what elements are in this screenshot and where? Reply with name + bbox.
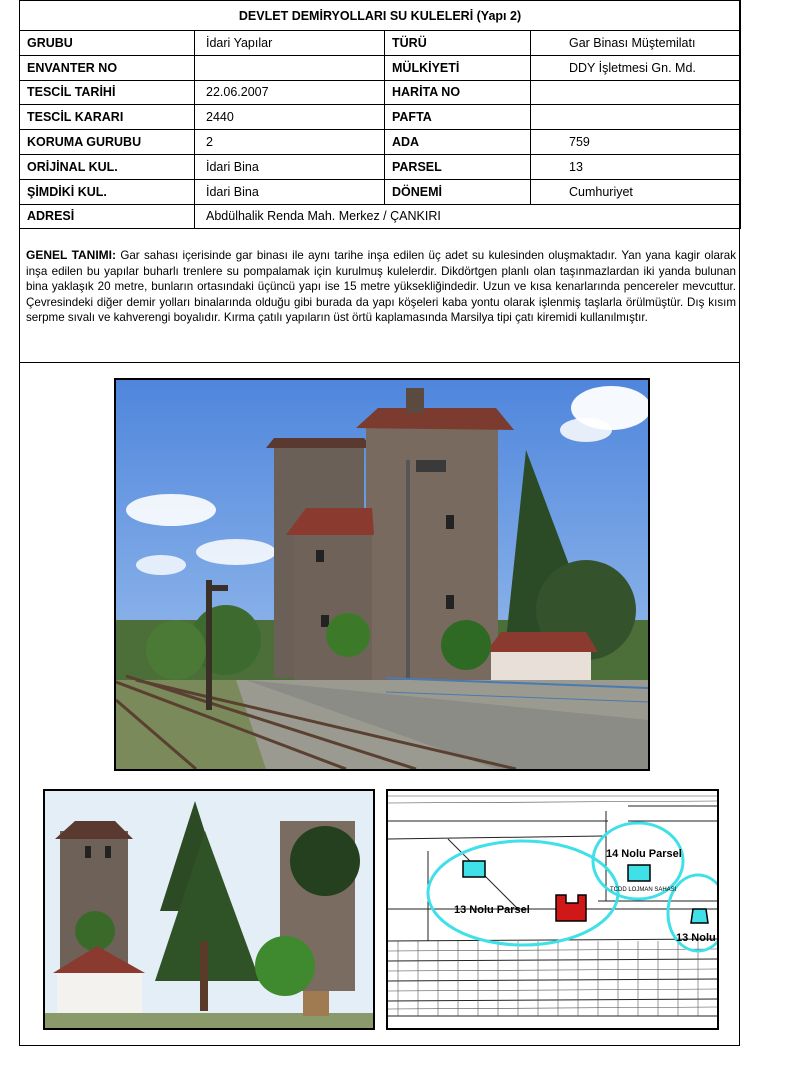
label-pafta: PAFTA — [385, 105, 531, 130]
label-tescil-tarihi: TESCİL TARİHİ — [20, 80, 195, 105]
label-orijinal-kul: ORİJİNAL KUL. — [20, 154, 195, 179]
table-row — [20, 31, 741, 56]
value-pafta — [531, 105, 741, 130]
value-tescil-karari: 2440 — [195, 105, 385, 130]
value-turu: Gar Binası Müştemilatı — [531, 31, 741, 56]
value-harita-no — [531, 80, 741, 105]
value-donemi: Cumhuriyet — [531, 179, 741, 204]
table-row — [20, 105, 741, 130]
table-row — [20, 154, 741, 179]
label-ada: ADA — [385, 130, 531, 155]
description-label: GENEL TANIMI: — [26, 248, 116, 262]
label-adresi: ADRESİ — [20, 204, 195, 229]
label-donemi: DÖNEMİ — [385, 179, 531, 204]
water-towers-photo — [114, 378, 650, 771]
label-envanter-no: ENVANTER NO — [20, 55, 195, 80]
value-mulkiyeti: DDY İşletmesi Gn. Md. — [531, 55, 741, 80]
value-koruma-gurubu: 2 — [195, 130, 385, 155]
page-title: DEVLET DEMİRYOLLARI SU KULELERİ (Yapı 2) — [20, 1, 741, 31]
table-row — [20, 55, 741, 80]
label-koruma-gurubu: KORUMA GURUBU — [20, 130, 195, 155]
description-text: Gar sahası içerisinde gar binası ile aynı tarihe inşa edilen üç adet su kulesinden oluşmaktadır. Yan yana kagir olarak inşa edilen bu yapılar buharlı trenlere su pompalamak için kurulmuş kulelerdir. Dikdörtgen planlı olan taşınmazlardan iki yanda bulunan bina yaklaşık 20 metre, bunların ortasındaki üçüncü yapı ise 15 metre yüksekliğindedir. Uzun ve kısa kenarlarında pencereler mevcuttur. Çevresindeki diğer demir yolları binalarında olduğu gibi burada da yapı köşeleri kaba yontu olarak işlenmiş taşlarla örülmüştür. Dış kısım serpme sıvalı ve kahverengi boyalıdır. Kırma çatılı yapıların üst örtü kaplamasında Marsilya tipi çatı kiremidi kullanılmıştır. — [26, 249, 737, 325]
label-harita-no: HARİTA NO — [385, 80, 531, 105]
value-adresi: Abdülhalik Renda Mah. Merkez / ÇANKIRI — [195, 204, 741, 229]
info-table — [19, 0, 741, 229]
table-row — [20, 179, 741, 204]
map-label-13-nolu: 13 Nolu — [676, 932, 716, 944]
map-label-street: TCDD LOJMAN SAHASI — [610, 887, 677, 893]
value-simdiki-kul: İdari Bina — [195, 179, 385, 204]
section-divider — [19, 362, 740, 363]
table-row — [20, 130, 741, 155]
map-label-14-nolu-parsel: 14 Nolu Parsel — [606, 848, 682, 860]
label-tescil-karari: TESCİL KARARI — [20, 105, 195, 130]
value-orijinal-kul: İdari Bina — [195, 154, 385, 179]
value-ada: 759 — [531, 130, 741, 155]
label-turu: TÜRÜ — [385, 31, 531, 56]
map-label-13-nolu-parsel: 13 Nolu Parsel — [454, 904, 530, 916]
tower-garden-photo — [43, 789, 375, 1030]
label-mulkiyeti: MÜLKİYETİ — [385, 55, 531, 80]
value-envanter-no — [195, 55, 385, 80]
value-grubu: İdari Yapılar — [195, 31, 385, 56]
table-row — [20, 204, 741, 229]
parcel-map — [386, 789, 719, 1030]
table-row — [20, 80, 741, 105]
general-description — [26, 248, 736, 326]
label-grubu: GRUBU — [20, 31, 195, 56]
label-parsel: PARSEL — [385, 154, 531, 179]
label-simdiki-kul: ŞİMDİKİ KUL. — [20, 179, 195, 204]
value-parsel: 13 — [531, 154, 741, 179]
value-tescil-tarihi: 22.06.2007 — [195, 80, 385, 105]
